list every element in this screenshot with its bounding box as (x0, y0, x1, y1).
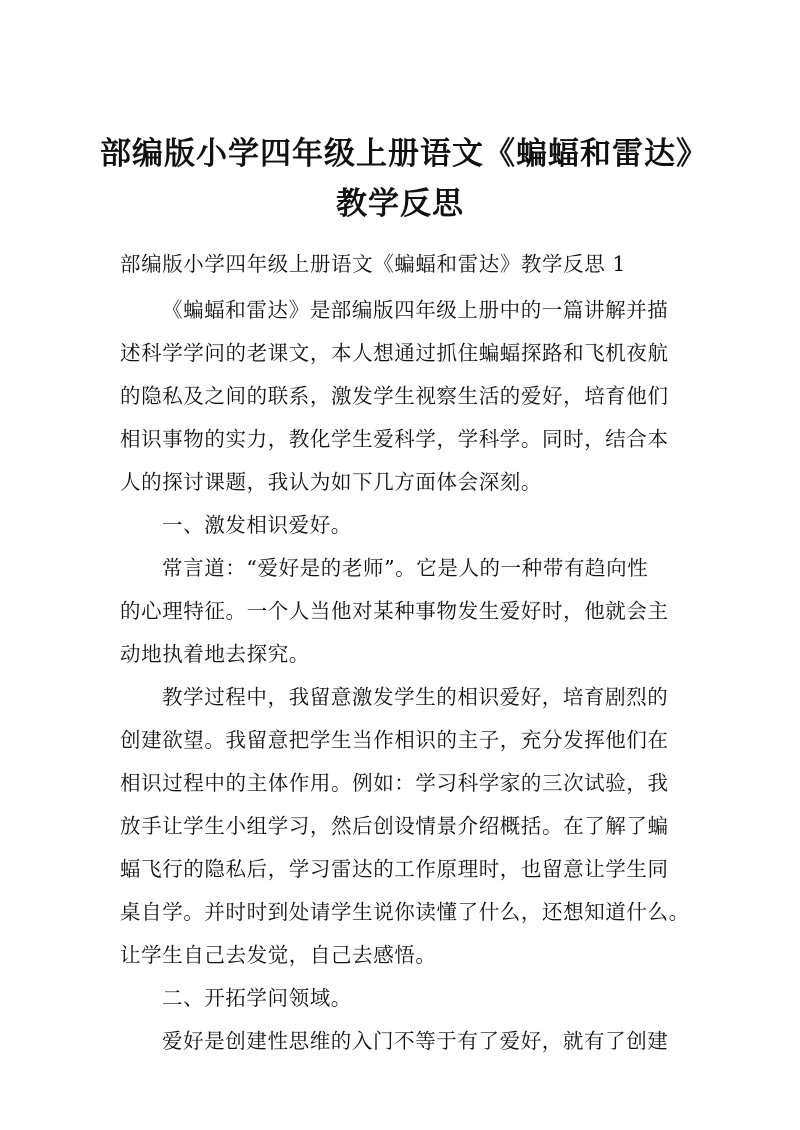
subheading: 一、激发相识爱好。 (162, 513, 352, 537)
subheading: 二、开拓学问领域。 (162, 986, 352, 1010)
paragraph-line: 常言道：“爱好是的老师”。它是人的一种带有趋向性 (162, 556, 649, 580)
paragraph-line: 述科学学问的老课文，本人想通过抓住蝙蝠探路和飞机夜航 (120, 341, 669, 365)
paragraph-line: 蝠飞行的隐私后，学习雷达的工作原理时，也留意让学生同 (120, 857, 669, 881)
paragraph-line: 的隐私及之间的联系，激发学生视察生活的爱好，培育他们 (120, 384, 669, 408)
paragraph-line: 教学过程中，我留意激发学生的相识爱好，培育剧烈的 (162, 685, 669, 709)
paragraph-line: 相识事物的实力，教化学生爱科学，学科学。同时，结合本 (120, 427, 669, 451)
document-title-line-2: 教学反思 (336, 186, 464, 222)
paragraph-line: 《蝙蝠和雷达》是部编版四年级上册中的一篇讲解并描 (162, 298, 669, 322)
paragraph-line: 的心理特征。一个人当他对某种事物发生爱好时，他就会主 (120, 599, 669, 623)
paragraph-line: 让学生自己去发觉，自己去感悟。 (120, 943, 437, 967)
paragraph-line: 爱好是创建性思维的入门不等于有了爱好，就有了创建 (162, 1029, 669, 1053)
paragraph-line: 相识过程中的主体作用。例如：学习科学家的三次试验，我 (120, 771, 669, 795)
paragraph-line: 桌自学。并时时到处请学生说你读懂了什么，还想知道什么。 (120, 900, 690, 924)
paragraph-line: 人的探讨课题，我认为如下几方面体会深刻。 (120, 470, 542, 494)
document-title-line-1: 部编版小学四年级上册语文《蝙蝠和雷达》 (100, 136, 708, 172)
paragraph-line: 放手让学生小组学习，然后创设情景介绍概括。在了解了蝙 (120, 814, 669, 838)
paragraph-line: 创建欲望。我留意把学生当作相识的主子，充分发挥他们在 (120, 728, 669, 752)
paragraph-line: 动地执着地去探究。 (120, 642, 310, 666)
section-heading: 部编版小学四年级上册语文《蝙蝠和雷达》教学反思 1 (120, 252, 627, 276)
